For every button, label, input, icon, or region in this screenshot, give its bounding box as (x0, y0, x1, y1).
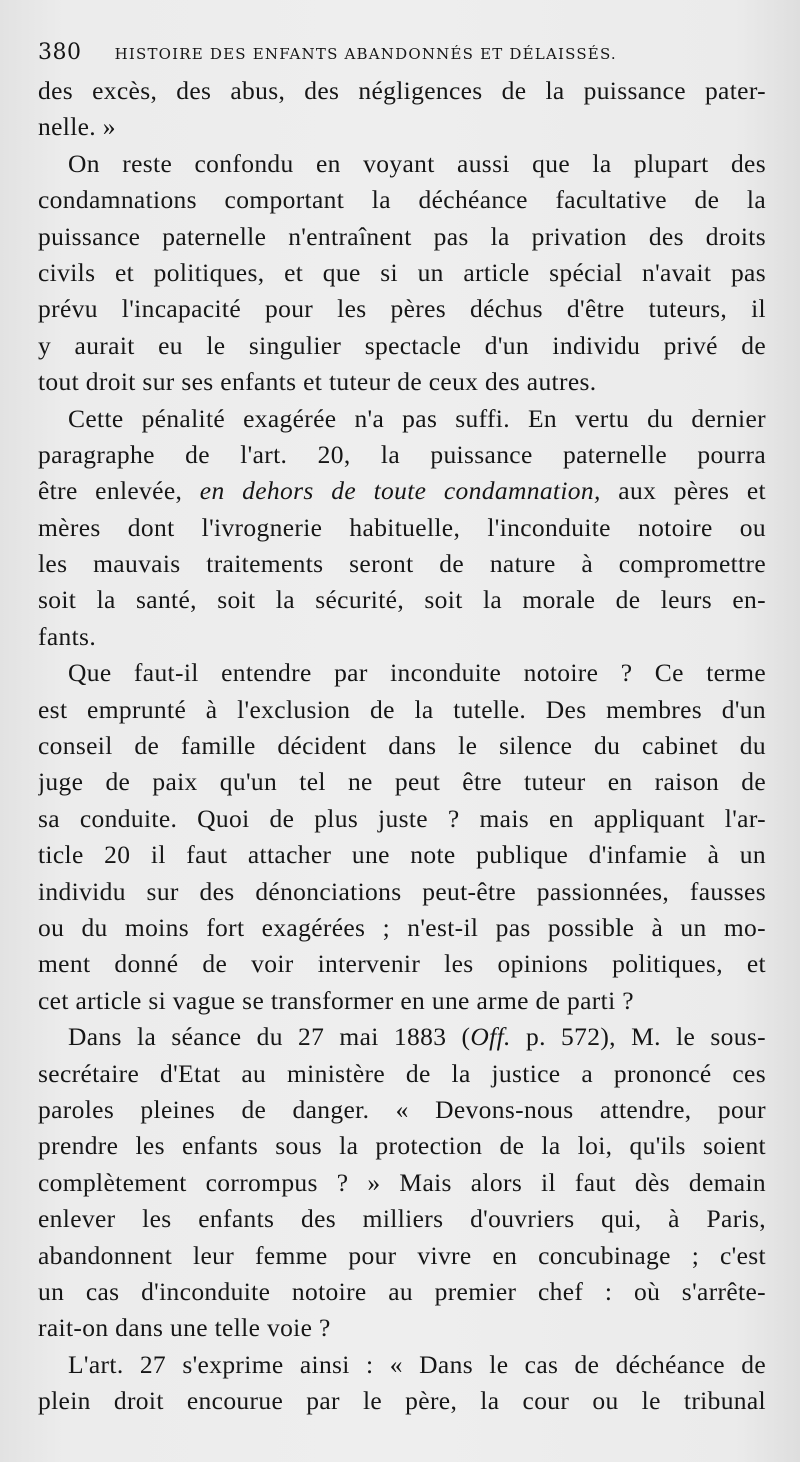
text-fragment: aux pères et (618, 476, 766, 506)
text-line: On reste confondu en voyant aussi que la plupart des (68, 148, 766, 178)
italic-phrase: en dehors de toute condamnation, (199, 476, 601, 506)
text-line: sa conduite. Quoi de plus juste ? mais en appliquant l'ar- (38, 803, 766, 833)
text-line: puissance paternelle n'entraînent pas la privation des droits (38, 221, 766, 251)
text-line: y aurait eu le singulier spectacle d'un individu privé de (38, 330, 766, 360)
text-line: conseil de famille décident dans le silence du cabinet du (38, 731, 766, 761)
text-line: L'art. 27 s'exprime ainsi : « Dans le cas de déchéance de (68, 1349, 766, 1379)
text-line: nelle. » (38, 112, 116, 142)
text-line: mères dont l'ivrognerie habituelle, l'inconduite notoire ou (38, 512, 766, 542)
text-line: paroles pleines de danger. « Devons-nous attendre, pour (38, 1094, 766, 1124)
text-line: ticle 20 il faut attacher une note publique d'infamie à un (38, 840, 766, 870)
text-line: individu sur des dénonciations peut-être passionnées, fausses (38, 876, 766, 906)
page-number: 380 (38, 40, 82, 65)
text-line: plein droit encourue par le père, la cour ou le tribunal (38, 1386, 766, 1416)
text-line: prendre les enfants sous la protection de la loi, qu'ils soient (38, 1131, 766, 1161)
text-line: les mauvais traitements seront de nature à compromettre (38, 549, 766, 579)
running-title: HISTOIRE DES ENFANTS ABANDONNÉS ET DÉLAISSÉS. (114, 45, 617, 63)
text-line: complètement corrompus ? » Mais alors il faut dès demain (38, 1167, 766, 1197)
text-line: enlever les enfants des milliers d'ouvriers qui, à Paris, (38, 1204, 766, 1234)
text-line: abandonnent leur femme pour vivre en concubinage ; c'est (38, 1240, 766, 1270)
text-line: ou du moins fort exagérées ; n'est-il pas possible à un mo- (38, 912, 766, 942)
text-line: un cas d'inconduite notoire au premier chef : où s'arrête- (38, 1276, 766, 1306)
italic-abbreviation: Off. (470, 1022, 511, 1052)
text-line (38, 473, 766, 509)
text-fragment: être enlevée, (38, 476, 183, 506)
page-header (38, 40, 768, 70)
text-line: des excès, des abus, des négligences de la puissance pater- (38, 76, 766, 105)
text-line: civils et politiques, et que si un article spécial n'avait pas (38, 257, 766, 287)
text-line: rait-on dans une telle voie ? (38, 1313, 331, 1343)
text-line: fants. (38, 621, 97, 651)
text-line: paragraphe de l'art. 20, la puissance paternelle pourra (38, 439, 766, 469)
text-line: condamnations comportant la déchéance facultative de la (38, 185, 766, 215)
body-text (38, 73, 766, 1419)
text-line: prévu l'incapacité pour les pères déchus d'être tuteurs, il (38, 294, 766, 324)
text-fragment: p. 572), M. le sous- (525, 1022, 766, 1052)
text-line: tout droit sur ses enfants et tuteur de ceux des autres. (38, 367, 597, 397)
text-line: juge de paix qu'un tel ne peut être tuteur en raison de (38, 767, 766, 797)
text-line: ment donné de voir intervenir les opinions politiques, et (38, 949, 766, 979)
text-line: Cette pénalité exagérée n'a pas suffi. En vertu du dernier (68, 403, 766, 433)
text-line (38, 1019, 766, 1055)
text-line: est emprunté à l'exclusion de la tutelle. Des membres d'un (38, 694, 766, 724)
text-line: cet article si vague se transformer en une arme de parti ? (38, 985, 634, 1015)
text-line: soit la santé, soit la sécurité, soit la morale de leurs en- (38, 585, 766, 615)
text-fragment: Dans la séance du 27 mai 1883 ( (68, 1022, 471, 1052)
text-line: Que faut-il entendre par inconduite notoire ? Ce terme (68, 658, 766, 688)
text-line: secrétaire d'Etat au ministère de la justice a prononcé ces (38, 1058, 766, 1088)
